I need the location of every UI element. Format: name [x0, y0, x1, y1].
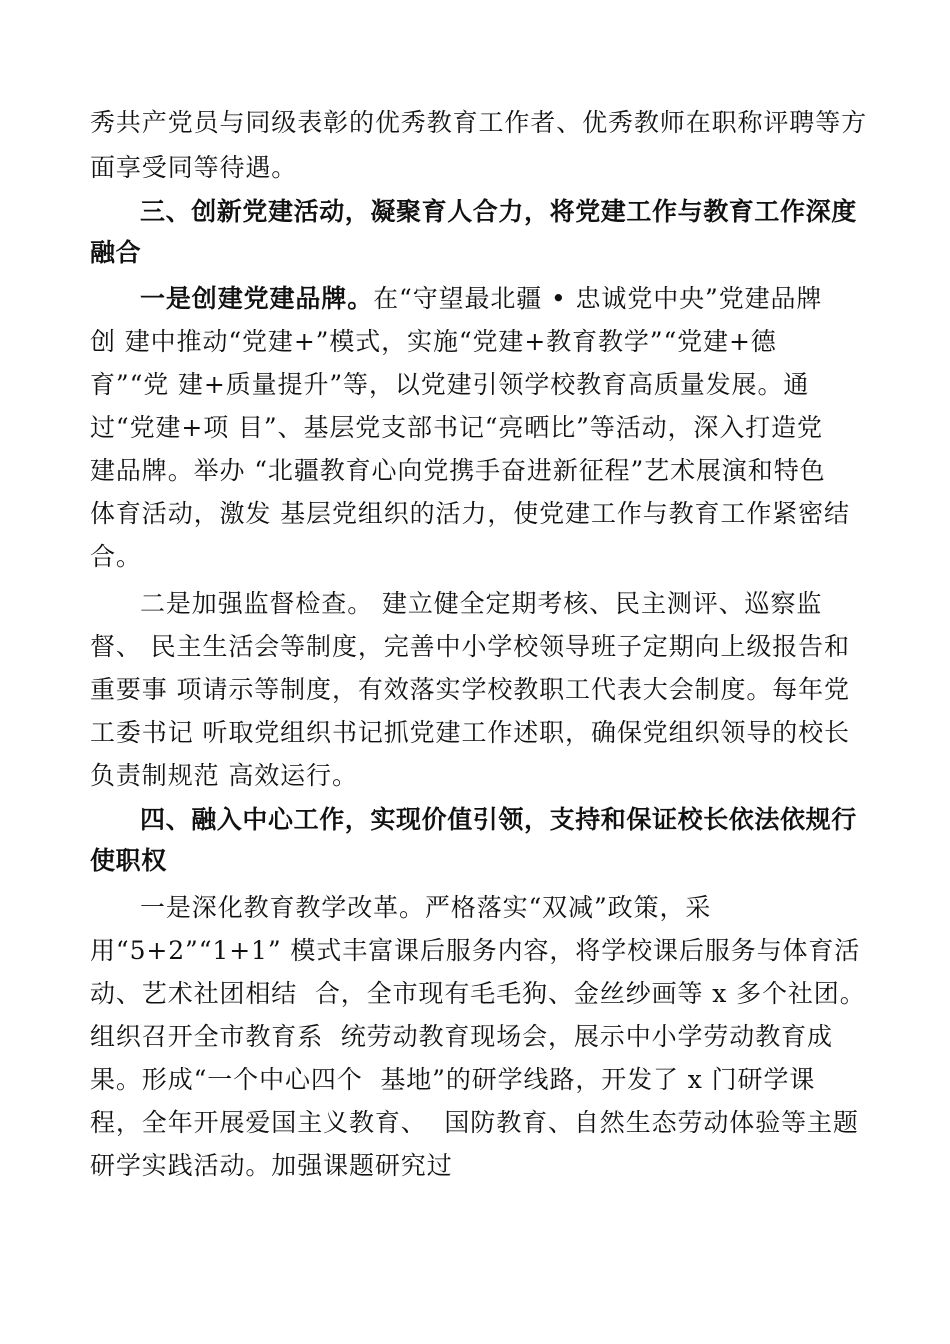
paragraph-line: 一是深化教育教学改革。严格落实“双减”政策，采 [140, 893, 712, 922]
paragraph-line: 程，全年开展爱国主义教育、 国防教育、自然生态劳动体验等主题 [90, 1108, 859, 1137]
paragraph-line: 面享受同等待遇。 [90, 153, 298, 182]
section-heading-3: 三、创新党建活动，凝聚育人合力，将党建工作与教育工作深度 [140, 197, 857, 226]
paragraph-text: 在“守望最北疆 • 忠诚党中央”党建品牌 [373, 284, 823, 313]
paragraph-line: 负责制规范 高效运行。 [90, 761, 358, 790]
paragraph-line: 二是加强监督检查。 建立健全定期考核、民主测评、巡察监 [140, 589, 823, 618]
paragraph-line: 育”“党 建+质量提升”等，以党建引领学校教育高质量发展。通 [90, 370, 810, 399]
section-heading-4-cont: 使职权 [90, 846, 167, 875]
paragraph-line: 过“党建+项 目”、基层党支部书记“亮晒比”等活动，深入打造党 [90, 413, 823, 442]
paragraph-line: 工委书记 听取党组织书记抓党建工作述职，确保党组织领导的校长 [90, 718, 850, 747]
paragraph-line: 建品牌。举办 “北疆教育心向党携手奋进新征程”艺术展演和特色 [90, 456, 826, 485]
paragraph-line: 合。 [90, 542, 142, 571]
section-heading-4: 四、融入中心工作，实现价值引领，支持和保证校长依法依规行 [140, 805, 857, 834]
paragraph-line: 组织召开全市教育系 统劳动教育现场会，展示中小学劳动教育成 [90, 1022, 833, 1051]
paragraph-line: 督、 民主生活会等制度，完善中小学校领导班子定期向上级报告和 [90, 632, 850, 661]
paragraph-line: 动、艺术社团相结 合，全市现有毛毛狗、金丝纱画等 x 多个社团。 [90, 979, 866, 1008]
paragraph-line: 用“5+2”“1+1” 模式丰富课后服务内容，将学校课后服务与体育活 [90, 936, 861, 965]
paragraph-lead: 一是创建党建品牌。 [140, 284, 374, 313]
paragraph-line: 秀共产党员与同级表彰的优秀教育工作者、优秀教师在职称评聘等方 [90, 108, 868, 137]
paragraph-line: 重要事 项请示等制度，有效落实学校教职工代表大会制度。每年党 [90, 675, 850, 704]
paragraph-line [140, 284, 910, 314]
paragraph-line: 体育活动，激发 基层党组织的活力，使党建工作与教育工作紧密结 [90, 499, 850, 528]
paragraph-line: 果。形成“一个中心四个 基地”的研学线路，开发了 x 门研学课 [90, 1065, 816, 1094]
section-heading-3-cont: 融合 [90, 238, 142, 267]
paragraph-line: 研学实践活动。加强课题研究过 [90, 1151, 453, 1180]
paragraph-line: 创 建中推动“党建+”模式，实施“党建+教育教学”“党建+德 [90, 327, 777, 356]
